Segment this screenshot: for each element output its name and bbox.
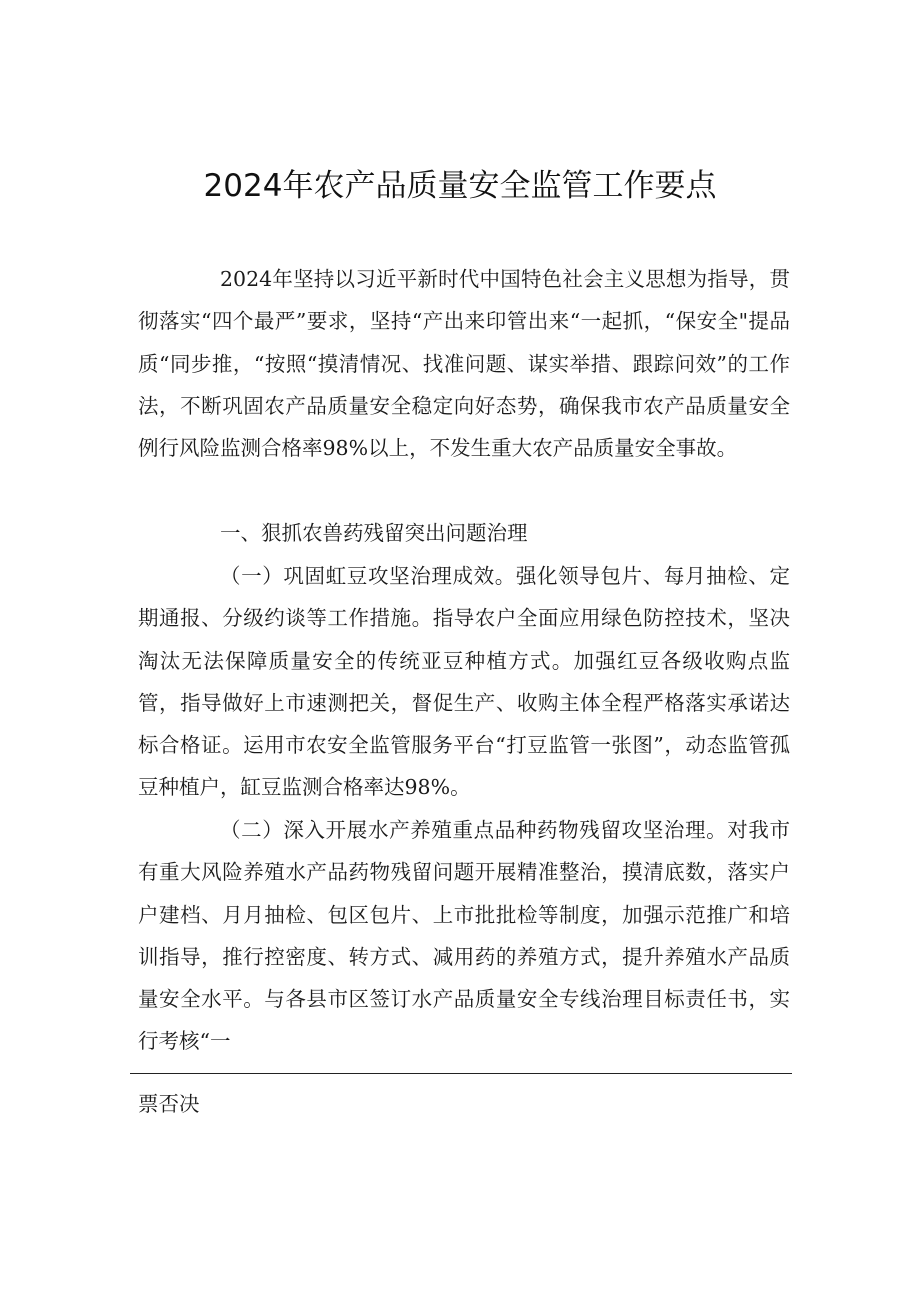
subsection-paragraph-1: （一）巩固虹豆攻坚治理成效。强化领导包片、每月抽检、定期通报、分级约谈等工作措施。指导农户全面应用绿色防控技术，坚决淘汰无法保障质量安全的传统亚豆种植方式。加强红豆各级收购点监管，指导做好上市速测把关，督促生产、收购主体全程严格落实承诺达标合格证。运用市农安全监管服务平台“打豆监管一张图”，动态监管孤豆种植户，缸豆监测合格率达98%。 bbox=[138, 564, 790, 800]
subsection-paragraph-2: （二）深入开展水产养殖重点品种药物残留攻坚治理。对我市有重大风险养殖水产品药物残留问题开展精准整治，摸清底数，落实户户建档、月月抽检、包区包片、上市批批检等制度，加强示范推广和培训指导，推行控密度、转方式、减用药的养殖方式，提升养殖水产品质量安全水平。与各县市区签订水产品质量安全专线治理目标责任书，实行考核“一 bbox=[138, 818, 790, 1054]
continuation-text: 票否决 bbox=[138, 1092, 200, 1116]
intro-paragraph: 2024年坚持以习近平新时代中国特色社会主义思想为指导，贯彻落实“四个最严”要求，坚持“产出来印管出来“一起抓，“保安全"提品质“同步推，“按照“摸清情况、找准问题、谋实举措、跟踪问效”的工作法，不断巩固农产品质量安全稳定向好态势，确保我市农产品质量安全例行风险监测合格率98%以上，不发生重大农产品质量安全事故。 bbox=[138, 267, 790, 461]
page-divider bbox=[130, 1073, 792, 1074]
section-heading-1: 一、狠抓农兽药残留突出问题治理 bbox=[220, 521, 528, 545]
document-title: 2024年农产品质量安全监管工作要点 bbox=[203, 168, 717, 204]
